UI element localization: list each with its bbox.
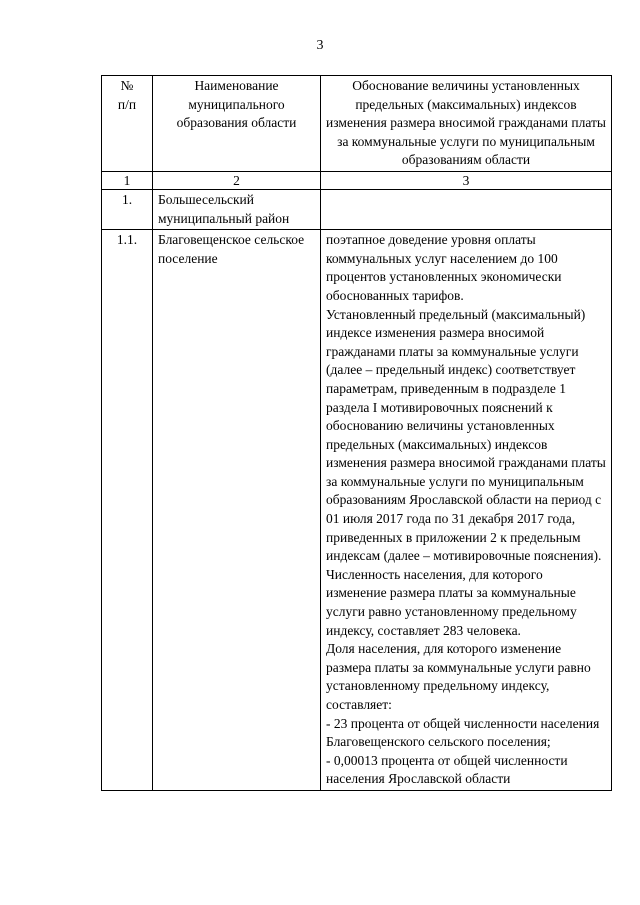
row-number: 1.1.: [102, 230, 153, 791]
table-header-row: [102, 76, 612, 172]
justification-cell: [321, 189, 612, 229]
justification-cell: [321, 230, 612, 791]
justification-paragraph: Численность населения, для которого изменение размера платы за коммунальные услуги равно установленному предельному индексу, составляет 283 человека.: [326, 566, 577, 638]
justification-paragraph: - 0,00013 процента от общей численности населения Ярославской области: [326, 752, 568, 787]
justification-table: [101, 75, 612, 791]
column-number: 2: [153, 171, 321, 189]
justification-paragraph: Доля населения, для которого изменение размера платы за коммунальные услуги равно установленному предельному индексу, составляет:: [326, 641, 591, 712]
column-numbers-row: [102, 171, 612, 189]
justification-paragraph: - 23 процента от общей численности населения Благовещенского сельского поселения;: [326, 715, 600, 750]
column-number: 1: [102, 171, 153, 189]
justification-paragraph: Установленный предельный (максимальный) индексе изменения размера вносимой гражданами платы за коммунальные услуги (далее – предельный индекс) соответствует параметрам, приведенным в подразделе 1 раздела I мотивировочных пояснений к обоснованию величины установленных предельных (максимальных) индексов изменения размера вносимой гражданами платы за коммунальные услуги по муниципальным образованиям Ярославской области на период с 01 июля 2017 года по 31 декабря 2017 года, приведенных в приложении 2 к предельным индексам (далее – мотивировочные пояснения).: [326, 306, 606, 564]
header-municipality-name: Наименование муниципального образования области: [153, 76, 321, 172]
municipality-name: Большесельский муниципальный район: [153, 189, 321, 229]
justification-paragraph: поэтапное доведение уровня оплаты коммунальных услуг населением до 100 процентов установленных экономически обоснованных тарифов.: [326, 232, 562, 303]
header-row-number: № п/п: [102, 76, 153, 172]
page-number: 3: [316, 38, 324, 53]
column-number: 3: [321, 171, 612, 189]
table-row: [102, 189, 612, 229]
row-number: 1.: [102, 189, 153, 229]
municipality-name: Благовещенское сельское поселение: [153, 230, 321, 791]
header-justification: Обоснование величины установленных предельных (максимальных) индексов изменения размера вносимой гражданами платы за коммунальные услуги по муниципальным образованиям области: [321, 76, 612, 172]
table-row: [102, 230, 612, 791]
